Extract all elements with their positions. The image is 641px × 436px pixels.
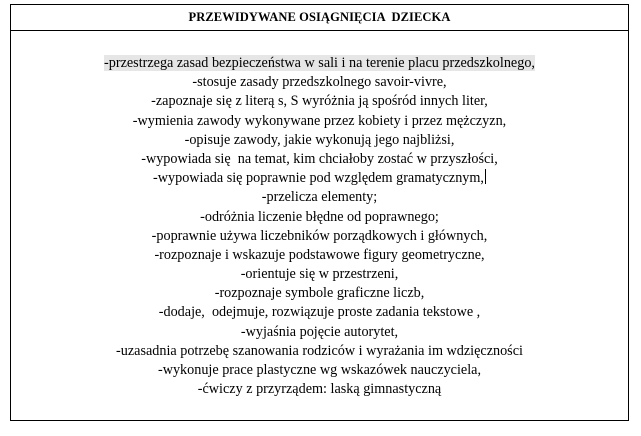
list-item xyxy=(11,92,628,111)
list-item xyxy=(11,188,628,207)
list-item-text: -zapoznaje się z literą s, S wyróżnia ją spośród innych liter, xyxy=(151,93,488,110)
list-item xyxy=(11,112,628,131)
list-item xyxy=(11,73,628,92)
list-item xyxy=(11,131,628,150)
list-item-text: -wymienia zawody wykonywane przez kobiety i przez mężczyzn, xyxy=(132,112,507,129)
list-item-text: -opisuje zawody, jakie wykonują jego najbliżsi, xyxy=(184,131,455,148)
list-item-text: -odróżnia liczenie błędne od poprawnego; xyxy=(200,208,439,225)
list-item xyxy=(11,361,628,380)
list-item-text: -wykonuje prace plastyczne wg wskazówek nauczyciela, xyxy=(157,362,481,378)
list-item xyxy=(11,208,628,227)
list-item xyxy=(11,54,628,73)
list-item xyxy=(11,323,628,342)
list-item xyxy=(11,265,628,284)
achievements-table xyxy=(10,4,629,421)
list-item-text: -przelicza elementy; xyxy=(261,189,378,206)
table-header: PRZEWIDYWANE OSIĄGNIĘCIA DZIECKA xyxy=(11,5,628,31)
list-item xyxy=(11,169,628,188)
list-item xyxy=(11,303,628,322)
list-item-text: -dodaje, odejmuje, rozwiązuje proste zadania tekstowe , xyxy=(158,304,481,321)
list-item-text: -wypowiada się poprawnie pod względem gramatycznym, xyxy=(153,170,484,187)
list-item xyxy=(11,380,628,399)
list-item-text: -ćwiczy z przyrządem: laską gimnastyczną xyxy=(197,381,442,398)
list-item-text: -przestrzega zasad bezpieczeństwa w sali i na terenie placu przedszkolnego, xyxy=(104,55,535,71)
list-item-text: -rozpoznaje i wskazuje podstawowe figury geometryczne, xyxy=(154,246,485,263)
list-item-text: -poprawnie używa liczebników porządkowych i głównych, xyxy=(151,227,488,244)
list-item-text: -orientuje się w przestrzeni, xyxy=(240,266,399,283)
list-item-text: -uzasadnia potrzebę szanowania rodziców i wyrażania im wdzięczności xyxy=(116,342,523,359)
list-item-text: -wyjaśnia pojęcie autorytet, xyxy=(240,323,399,340)
list-item-text: -wypowiada się na temat, kim chciałoby zostać w przyszłości, xyxy=(141,150,498,167)
list-item xyxy=(11,227,628,246)
achievements-list xyxy=(11,31,628,399)
list-item xyxy=(11,246,628,265)
list-item-text: -rozpoznaje symbole graficzne liczb, xyxy=(214,285,425,302)
list-item xyxy=(11,342,628,361)
list-item xyxy=(11,150,628,169)
text-cursor xyxy=(485,169,486,184)
list-item xyxy=(11,284,628,303)
list-item-text: -stosuje zasady przedszkolnego savoir-vivre, xyxy=(192,74,447,91)
